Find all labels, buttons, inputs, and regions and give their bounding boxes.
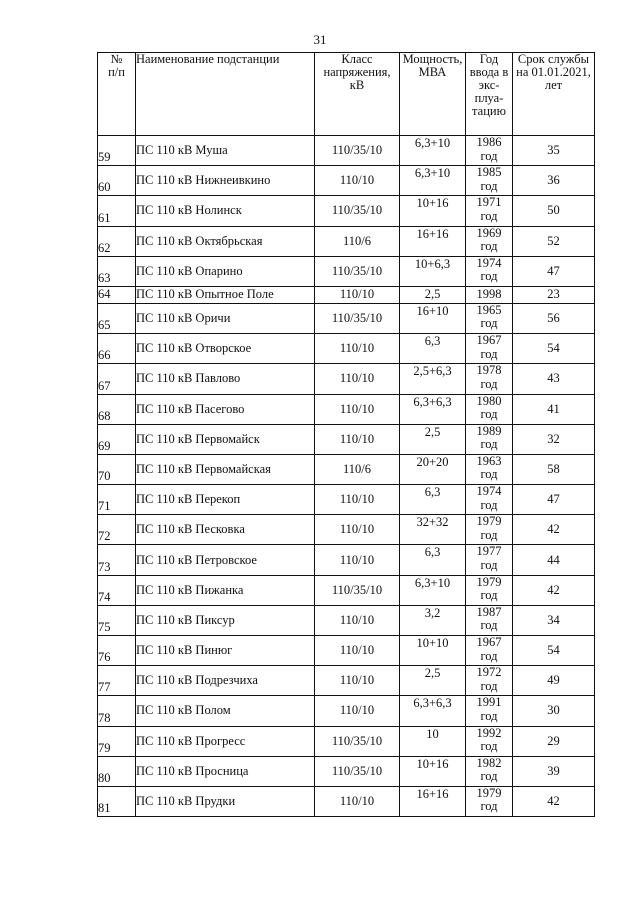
row-number: 67 xyxy=(98,364,136,394)
service-life: 50 xyxy=(513,196,595,226)
substation-name: ПС 110 кВ Полом xyxy=(136,696,315,726)
service-life: 43 xyxy=(513,364,595,394)
table-row xyxy=(98,334,595,364)
row-number: 69 xyxy=(98,424,136,454)
row-number: 78 xyxy=(98,696,136,726)
year-cell: 1985 год xyxy=(466,166,513,196)
power-value: 16+10 xyxy=(400,303,466,333)
power-value: 10+16 xyxy=(400,756,466,786)
service-life: 39 xyxy=(513,756,595,786)
power-value: 6,3 xyxy=(400,485,466,515)
row-number: 59 xyxy=(98,136,136,166)
substations-table xyxy=(97,52,595,817)
header-num: № п/п xyxy=(98,53,136,136)
substation-name: ПС 110 кВ Прогресс xyxy=(136,726,315,756)
row-number: 61 xyxy=(98,196,136,226)
power-value: 6,3+10 xyxy=(400,136,466,166)
table-row xyxy=(98,575,595,605)
table-row xyxy=(98,666,595,696)
row-number: 80 xyxy=(98,756,136,786)
year-cell: 1980 год xyxy=(466,394,513,424)
row-number: 62 xyxy=(98,226,136,256)
voltage-class: 110/10 xyxy=(315,424,400,454)
table-row xyxy=(98,226,595,256)
table-row xyxy=(98,636,595,666)
power-value: 10+10 xyxy=(400,636,466,666)
voltage-class: 110/10 xyxy=(315,605,400,635)
voltage-class: 110/10 xyxy=(315,786,400,816)
row-number: 76 xyxy=(98,636,136,666)
service-life: 36 xyxy=(513,166,595,196)
substation-name: ПС 110 кВ Песковка xyxy=(136,515,315,545)
service-life: 49 xyxy=(513,666,595,696)
table-row xyxy=(98,696,595,726)
service-life: 42 xyxy=(513,786,595,816)
row-number: 66 xyxy=(98,334,136,364)
service-life: 52 xyxy=(513,226,595,256)
year-cell: 1979 год xyxy=(466,515,513,545)
substation-name: ПС 110 кВ Перекоп xyxy=(136,485,315,515)
table-row xyxy=(98,196,595,226)
power-value: 2,5 xyxy=(400,666,466,696)
year-cell: 1989 год xyxy=(466,424,513,454)
service-life: 54 xyxy=(513,636,595,666)
row-number: 64 xyxy=(98,286,136,303)
year-cell: 1987 год xyxy=(466,605,513,635)
substation-name: ПС 110 кВ Оричи xyxy=(136,303,315,333)
table-row xyxy=(98,726,595,756)
year-cell: 1977 год xyxy=(466,545,513,575)
year-cell: 1991 год xyxy=(466,696,513,726)
row-number: 70 xyxy=(98,454,136,484)
power-value: 10 xyxy=(400,726,466,756)
year-cell: 1974 год xyxy=(466,485,513,515)
table-row xyxy=(98,515,595,545)
voltage-class: 110/10 xyxy=(315,334,400,364)
service-life: 34 xyxy=(513,605,595,635)
voltage-class: 110/10 xyxy=(315,485,400,515)
year-cell: 1979 год xyxy=(466,575,513,605)
substation-name: ПС 110 кВ Просница xyxy=(136,756,315,786)
row-number: 73 xyxy=(98,545,136,575)
row-number: 72 xyxy=(98,515,136,545)
voltage-class: 110/35/10 xyxy=(315,196,400,226)
voltage-class: 110/35/10 xyxy=(315,256,400,286)
row-number: 81 xyxy=(98,786,136,816)
voltage-class: 110/35/10 xyxy=(315,136,400,166)
substation-name: ПС 110 кВ Прудки xyxy=(136,786,315,816)
substation-name: ПС 110 кВ Нижнеивкино xyxy=(136,166,315,196)
voltage-class: 110/10 xyxy=(315,636,400,666)
table-row xyxy=(98,605,595,635)
row-number: 77 xyxy=(98,666,136,696)
substation-name: ПС 110 кВ Пинюг xyxy=(136,636,315,666)
row-number: 60 xyxy=(98,166,136,196)
service-life: 56 xyxy=(513,303,595,333)
power-value: 20+20 xyxy=(400,454,466,484)
year-cell: 1978 год xyxy=(466,364,513,394)
table-row xyxy=(98,424,595,454)
row-number: 65 xyxy=(98,303,136,333)
year-cell: 1998 xyxy=(466,286,513,303)
table-row xyxy=(98,545,595,575)
service-life: 29 xyxy=(513,726,595,756)
row-number: 63 xyxy=(98,256,136,286)
service-life: 42 xyxy=(513,575,595,605)
header-year: Год ввода в экс- плуа- тацию xyxy=(466,53,513,136)
power-value: 2,5+6,3 xyxy=(400,364,466,394)
service-life: 47 xyxy=(513,256,595,286)
voltage-class: 110/35/10 xyxy=(315,575,400,605)
substation-name: ПС 110 кВ Октябрьская xyxy=(136,226,315,256)
year-cell: 1963 год xyxy=(466,454,513,484)
service-life: 42 xyxy=(513,515,595,545)
substation-name: ПС 110 кВ Нолинск xyxy=(136,196,315,226)
service-life: 30 xyxy=(513,696,595,726)
power-value: 32+32 xyxy=(400,515,466,545)
header-voltage: Класс напряжения, кВ xyxy=(315,53,400,136)
voltage-class: 110/6 xyxy=(315,226,400,256)
table-row xyxy=(98,364,595,394)
table-row xyxy=(98,786,595,816)
header-name: Наименование подстанции xyxy=(136,53,315,136)
power-value: 10+16 xyxy=(400,196,466,226)
table-row xyxy=(98,256,595,286)
power-value: 2,5 xyxy=(400,286,466,303)
voltage-class: 110/10 xyxy=(315,286,400,303)
voltage-class: 110/10 xyxy=(315,166,400,196)
service-life: 54 xyxy=(513,334,595,364)
service-life: 35 xyxy=(513,136,595,166)
table-row xyxy=(98,485,595,515)
header-life: Срок службы на 01.01.2021, лет xyxy=(513,53,595,136)
voltage-class: 110/10 xyxy=(315,364,400,394)
power-value: 6,3+10 xyxy=(400,575,466,605)
voltage-class: 110/35/10 xyxy=(315,756,400,786)
header-power: Мощность, МВА xyxy=(400,53,466,136)
voltage-class: 110/10 xyxy=(315,545,400,575)
year-cell: 1974 год xyxy=(466,256,513,286)
service-life: 44 xyxy=(513,545,595,575)
row-number: 79 xyxy=(98,726,136,756)
table-row xyxy=(98,454,595,484)
row-number: 74 xyxy=(98,575,136,605)
year-cell: 1969 год xyxy=(466,226,513,256)
substation-name: ПС 110 кВ Отворское xyxy=(136,334,315,364)
voltage-class: 110/35/10 xyxy=(315,303,400,333)
page-number: 31 xyxy=(313,32,327,47)
substation-name: ПС 110 кВ Опарино xyxy=(136,256,315,286)
table-row xyxy=(98,286,595,303)
substation-name: ПС 110 кВ Пижанка xyxy=(136,575,315,605)
voltage-class: 110/10 xyxy=(315,696,400,726)
power-value: 6,3+6,3 xyxy=(400,696,466,726)
service-life: 23 xyxy=(513,286,595,303)
table-header-row xyxy=(98,53,595,136)
table-row xyxy=(98,303,595,333)
power-value: 6,3+10 xyxy=(400,166,466,196)
power-value: 6,3 xyxy=(400,545,466,575)
substation-name: ПС 110 кВ Первомайск xyxy=(136,424,315,454)
substation-name: ПС 110 кВ Опытное Поле xyxy=(136,286,315,303)
service-life: 47 xyxy=(513,485,595,515)
substation-name: ПС 110 кВ Подрезчиха xyxy=(136,666,315,696)
row-number: 68 xyxy=(98,394,136,424)
voltage-class: 110/10 xyxy=(315,666,400,696)
year-cell: 1982 год xyxy=(466,756,513,786)
power-value: 6,3 xyxy=(400,334,466,364)
voltage-class: 110/6 xyxy=(315,454,400,484)
year-cell: 1965 год xyxy=(466,303,513,333)
year-cell: 1972 год xyxy=(466,666,513,696)
substation-name: ПС 110 кВ Павлово xyxy=(136,364,315,394)
table-row xyxy=(98,136,595,166)
year-cell: 1971 год xyxy=(466,196,513,226)
substation-name: ПС 110 кВ Пасегово xyxy=(136,394,315,424)
voltage-class: 110/10 xyxy=(315,394,400,424)
service-life: 41 xyxy=(513,394,595,424)
table-row xyxy=(98,756,595,786)
voltage-class: 110/35/10 xyxy=(315,726,400,756)
power-value: 3,2 xyxy=(400,605,466,635)
power-value: 16+16 xyxy=(400,226,466,256)
year-cell: 1967 год xyxy=(466,636,513,666)
row-number: 71 xyxy=(98,485,136,515)
power-value: 10+6,3 xyxy=(400,256,466,286)
year-cell: 1979 год xyxy=(466,786,513,816)
table-row xyxy=(98,166,595,196)
row-number: 75 xyxy=(98,605,136,635)
year-cell: 1992 год xyxy=(466,726,513,756)
voltage-class: 110/10 xyxy=(315,515,400,545)
year-cell: 1986 год xyxy=(466,136,513,166)
substation-name: ПС 110 кВ Пиксур xyxy=(136,605,315,635)
service-life: 32 xyxy=(513,424,595,454)
substation-name: ПС 110 кВ Первомайская xyxy=(136,454,315,484)
power-value: 2,5 xyxy=(400,424,466,454)
table-row xyxy=(98,394,595,424)
service-life: 58 xyxy=(513,454,595,484)
power-value: 6,3+6,3 xyxy=(400,394,466,424)
substation-name: ПС 110 кВ Муша xyxy=(136,136,315,166)
substation-name: ПС 110 кВ Петровское xyxy=(136,545,315,575)
year-cell: 1967 год xyxy=(466,334,513,364)
power-value: 16+16 xyxy=(400,786,466,816)
